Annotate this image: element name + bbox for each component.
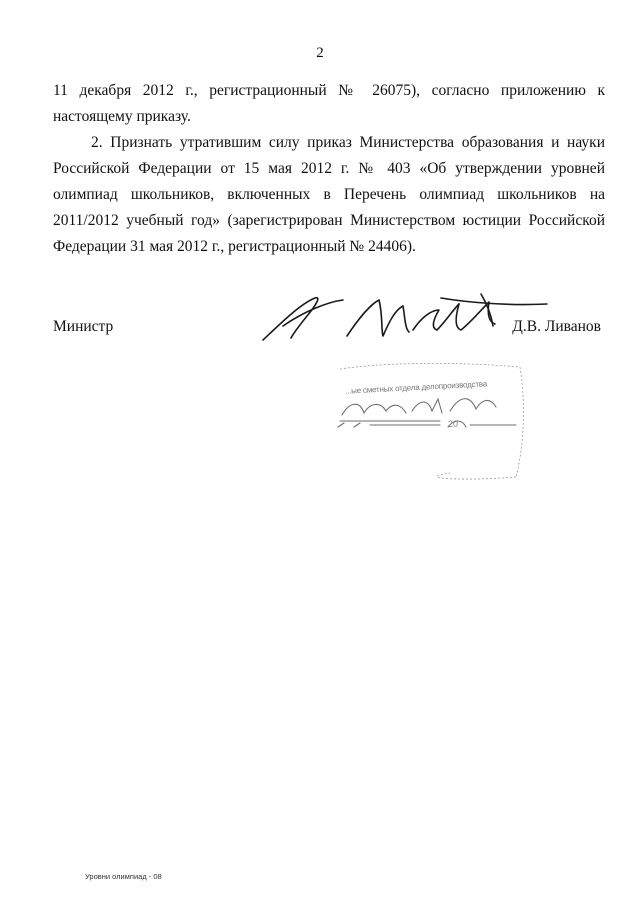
signer-title: Министр [53,318,114,335]
footer-label: Уровни олимпиад - 08 [85,872,162,881]
paragraph-continuation: 11 декабря 2012 г., регистрационный № 26075), согласно приложению к настоящему приказу. [53,82,605,125]
document-body [53,78,605,260]
stamp-year-mark: 20 [448,419,459,429]
registration-stamp [320,355,530,485]
signer-name: Д.В. Ливанов [512,318,601,335]
handwritten-signature [255,282,555,348]
paragraph-item-2: 2. Признать утратившим силу приказ Министерства образования и науки Российской Федерации от 15 мая 2012 г. № 403 «Об утверждении уровней олимпиад школьников, включенных в Перечень олимпиад школьников на 2011/2012 учебный год» (зарегистрирован Министерством юстиции Российской Федерации 31 мая 2012 г., регистрационный № 24406). [53,134,605,255]
stamp-caption: ...ые сметных отдела делопроизводства [344,379,488,396]
page-number: 2 [316,45,324,61]
